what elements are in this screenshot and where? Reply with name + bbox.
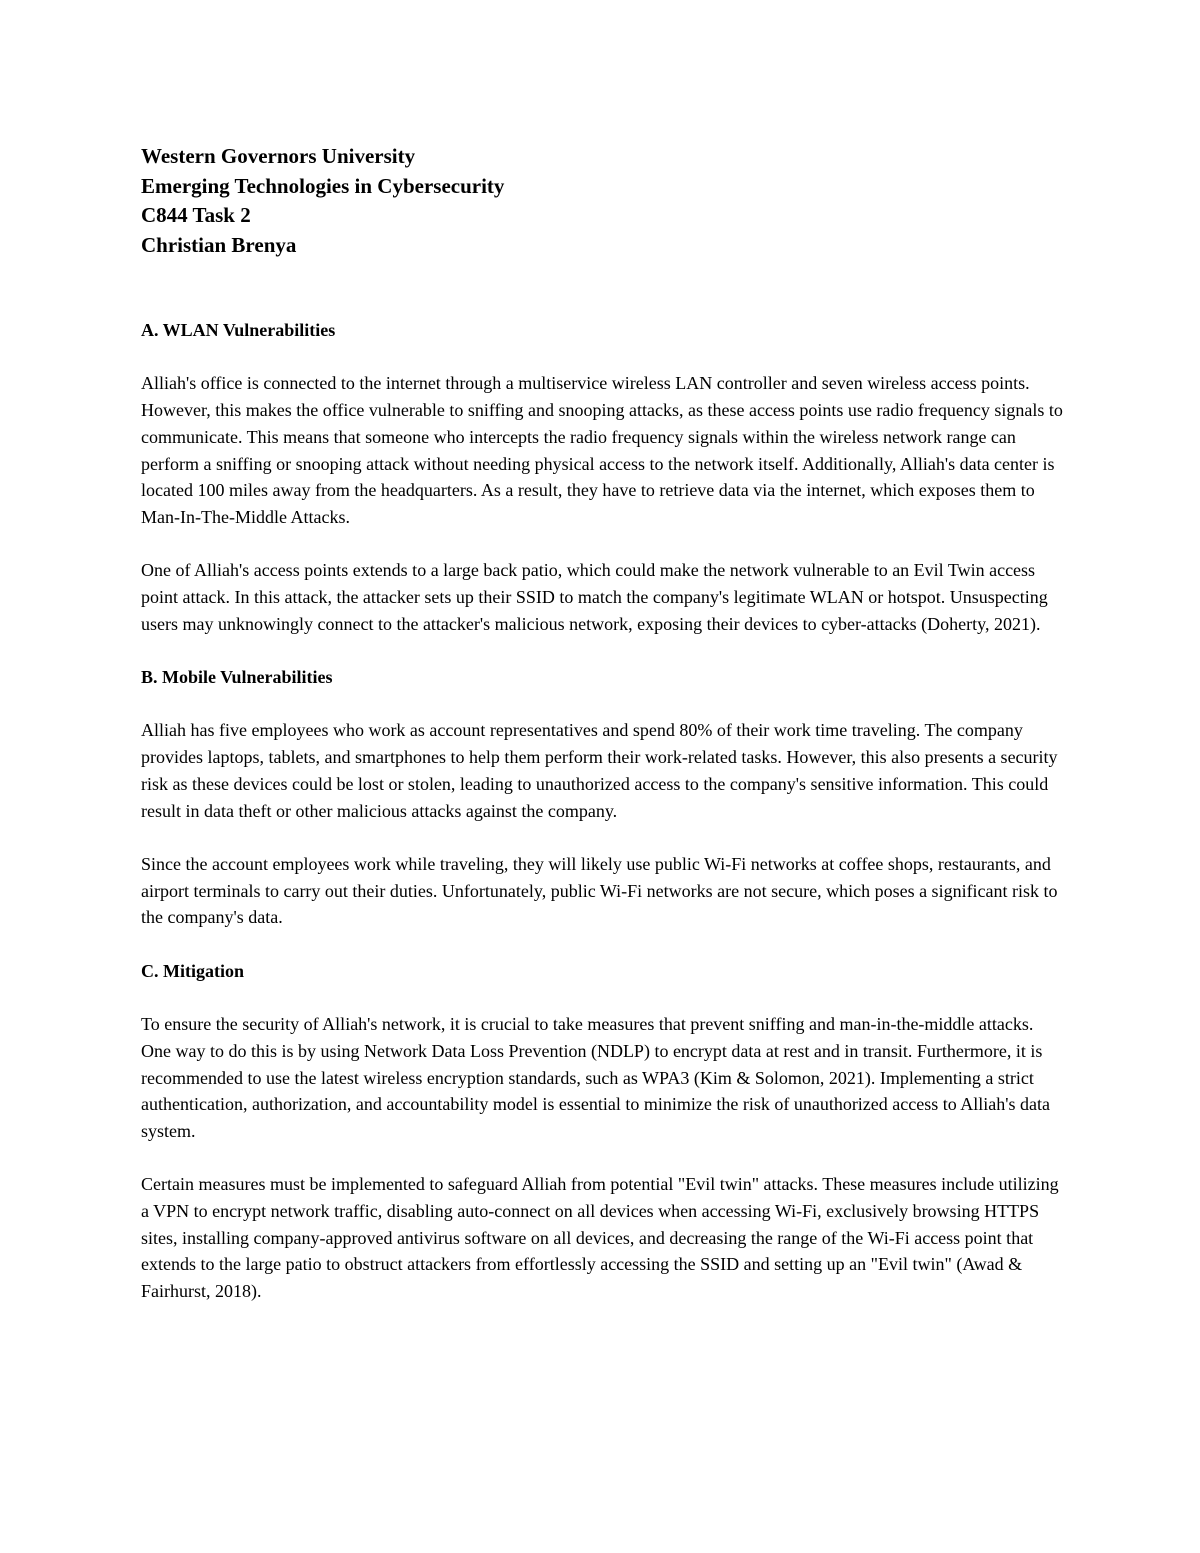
spacer [141,531,1066,558]
author-name: Christian Brenya [141,232,297,257]
course-name: Emerging Technologies in Cybersecurity [141,173,505,198]
document-body [141,142,1066,1305]
section-mitigation [141,958,1066,1305]
spacer [141,984,1066,1011]
spacer [141,691,1066,718]
paragraph: Certain measures must be implemented to safeguard Alliah from potential "Evil twin" attacks. These measures include utilizing a VPN to encrypt network traffic, disabling auto-connect on all devices when accessing Wi-Fi, exclusively browsing HTTPS sites, installing company-approved antivirus software on all devices, and decreasing the range of the Wi-Fi access point that extends to the large patio to obstruct attackers from effortlessly accessing the SSID and setting up an "Evil twin" (Awad & Fairhurst, 2018). [141,1174,1059,1302]
paragraph: Since the account employees work while traveling, they will likely use public Wi-Fi networks at coffee shops, restaurants, and airport terminals to carry out their duties. Unfortunately, public Wi-Fi networks are not secure, which poses a significant risk to the company's data. [141,853,1058,928]
title-block [141,142,1066,260]
spacer [141,260,1066,317]
section-heading: C. Mitigation [141,960,244,981]
spacer [141,344,1066,371]
section-mobile-vulnerabilities [141,664,1066,931]
paragraph: Alliah has five employees who work as account representatives and spend 80% of their work time traveling. The company provides laptops, tablets, and smartphones to help them perform their work-related tasks. However, this also presents a security risk as these devices could be lost or stolen, leading to unauthorized access to the company's sensitive information. This could result in data theft or other malicious attacks against the company. [141,720,1058,821]
spacer [141,1145,1066,1172]
paragraph: Alliah's office is connected to the internet through a multiservice wireless LAN controller and seven wireless access points. However, this makes the office vulnerable to sniffing and snooping attacks, as these access points use radio frequency signals to communicate. This means that someone who intercepts the radio frequency signals within the wireless network range can perform a sniffing or snooping attack without needing physical access to the network itself. Additionally, Alliah's data center is located 100 miles away from the headquarters. As a result, they have to retrieve data via the internet, which exposes them to Man-In-The-Middle Attacks. [141,373,1063,527]
university-name: Western Governors University [141,144,416,168]
section-heading: A. WLAN Vulnerabilities [141,320,336,340]
paragraph: To ensure the security of Alliah's network, it is crucial to take measures that prevent sniffing and man-in-the-middle attacks. One way to do this is by using Network Data Loss Prevention (NDLP) to encrypt data at rest and in transit. Furthermore, it is recommended to use the latest wireless encryption standards, such as WPA3 (Kim & Solomon, 2021). Implementing a strict authentication, authorization, and accountability model is essential to minimize the risk of unauthorized access to Alliah's data system. [141,1014,1050,1141]
spacer [141,824,1066,851]
section-wlan-vulnerabilities [141,317,1066,637]
spacer [141,931,1066,958]
section-heading: B. Mobile Vulnerabilities [141,667,333,688]
task-name: C844 Task 2 [141,203,251,227]
paragraph: One of Alliah's access points extends to a large back patio, which could make the network vulnerable to an Evil Twin access point attack. In this attack, the attacker sets up their SSID to match the company's legitimate WLAN or hotspot. Unsuspecting users may unknowingly connect to the attacker's malicious network, exposing their devices to cyber-attacks (Doherty, 2021). [141,560,1048,634]
spacer [141,637,1066,664]
